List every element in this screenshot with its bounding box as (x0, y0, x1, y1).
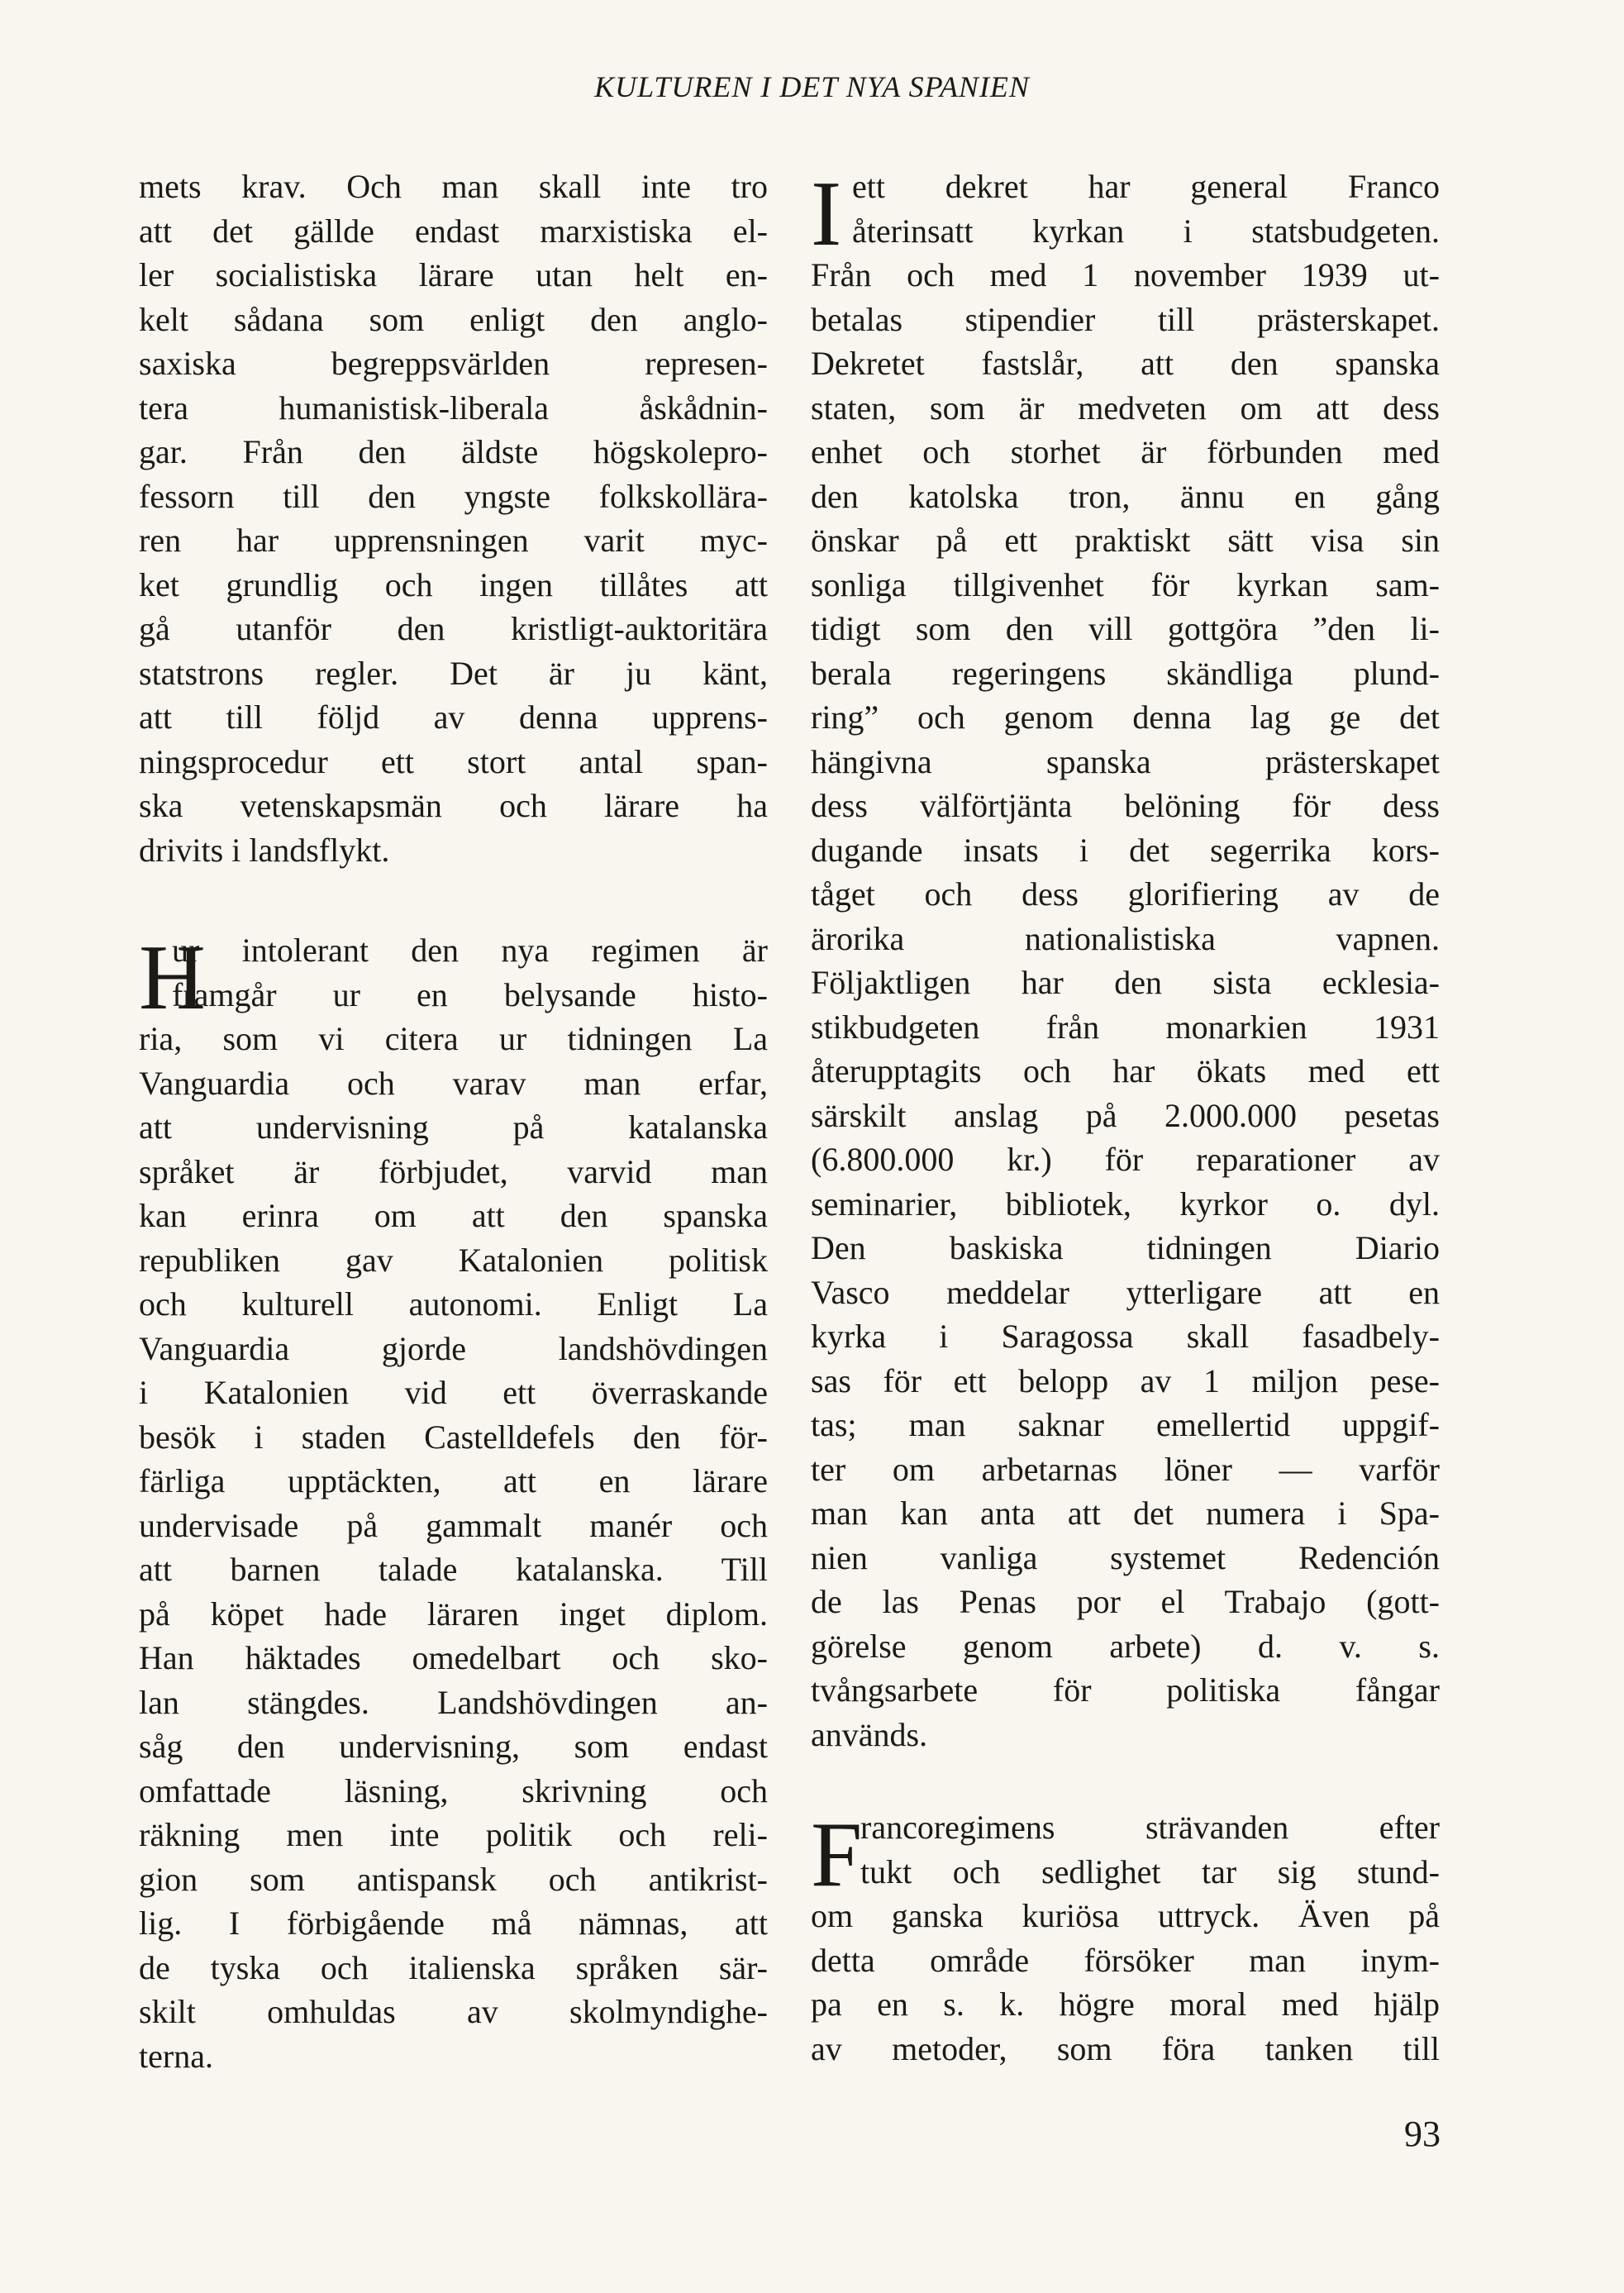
text-line: Den baskiska tidningen Diario (811, 1229, 1440, 1266)
text-line: återupptagits och har ökats med ett (811, 1052, 1440, 1089)
text-line: tas; man saknar emellertid uppgif- (811, 1406, 1440, 1443)
text-line: sas för ett belopp av 1 miljon pese- (811, 1361, 1440, 1399)
text-line: att det gällde endast marxistiska el- (139, 212, 768, 250)
text-line: om ganska kuriösa uttryck. Även på (811, 1897, 1440, 1934)
text-line: tidigt som den vill gottgöra ”den li- (811, 610, 1440, 647)
text-line: av metoder, som föra tanken till (811, 2029, 1440, 2067)
text-line: enhet och storhet är förbunden med (811, 433, 1440, 470)
text-line: att barnen talade katalanska. Till (139, 1551, 768, 1588)
text-line: Han häktades omedelbart och sko- (139, 1639, 768, 1676)
paragraph (811, 1805, 1440, 2071)
paragraph (139, 164, 768, 872)
text-line: önskar på ett praktiskt sätt visa sin (811, 522, 1440, 559)
text-line: detta område försöker man inym- (811, 1941, 1440, 1979)
text-line: kyrka i Saragossa skall fasadbely- (811, 1318, 1440, 1355)
text-line: den katolska tron, ännu en gång (811, 477, 1440, 515)
text-line: ria, som vi citera ur tidningen La (139, 1020, 768, 1057)
text-line: Vasco meddelar ytterligare att en (811, 1273, 1440, 1311)
text-line: Följaktligen har den sista ecklesia- (811, 964, 1440, 1001)
text-line: statstrons regler. Det är ju känt, (139, 654, 768, 692)
text-line: undervisade på gammalt manér och (139, 1506, 768, 1544)
text-line: att undervisning på katalanska (139, 1108, 768, 1146)
text-line: gion som antispansk och antikrist- (139, 1860, 768, 1898)
text-line: ket grundlig och ingen tillåtes att (139, 565, 768, 603)
text-line: ring” och genom denna lag ge det (811, 698, 1440, 736)
text-line: ur intolerant den nya regimen är (172, 932, 768, 969)
text-line: språket är förbjudet, varvid man (139, 1152, 768, 1190)
text-line: framgår ur en belysande histo- (172, 975, 768, 1013)
text-line: används. (811, 1715, 928, 1753)
text-line: ett dekret har general Franco (852, 168, 1440, 205)
text-line: besök i staden Castelldefels den för- (139, 1418, 768, 1456)
text-line: saxiska begreppsvärlden represen- (139, 345, 768, 382)
text-line: Dekretet fastslår, att den spanska (811, 345, 1440, 382)
text-line: republiken gav Katalonien politisk (139, 1241, 768, 1279)
text-line: tåget och dess glorifiering av de (811, 875, 1440, 913)
text-line: ren har upprensningen varit myc- (139, 522, 768, 559)
text-line: fessorn till den yngste folkskollära- (139, 477, 768, 515)
text-line: Vanguardia och varav man erfar, (139, 1064, 768, 1102)
text-line: att till följd av denna upprens- (139, 698, 768, 736)
paragraph (139, 928, 768, 2078)
text-line: ärorika nationalistiska vapnen. (811, 919, 1440, 957)
text-line: återinsatt kyrkan i statsbudgeten. (852, 212, 1440, 250)
text-line: i Katalonien vid ett överraskande (139, 1374, 768, 1411)
text-line: dugande insats i det segerrika kors- (811, 831, 1440, 869)
text-line: stikbudgeten från monarkien 1931 (811, 1008, 1440, 1046)
text-line: mets krav. Och man skall inte tro (139, 168, 768, 205)
text-line: (6.800.000 kr.) för reparationer av (811, 1141, 1440, 1178)
paragraph (811, 164, 1440, 1757)
text-line: rancoregimens strävanden efter (860, 1809, 1440, 1846)
text-line: görelse genom arbete) d. v. s. (811, 1627, 1440, 1665)
text-line: såg den undervisning, som endast (139, 1728, 768, 1765)
drop-cap: I (811, 163, 842, 265)
drop-cap: F (811, 1804, 863, 1906)
text-line: gå utanför den kristligt-auktoritära (139, 610, 768, 647)
text-line: betalas stipendier till prästerskapet. (811, 300, 1440, 338)
text-line: tvångsarbete för politiska fångar (811, 1671, 1440, 1709)
text-line: de las Penas por el Trabajo (gott- (811, 1583, 1440, 1620)
text-line: ter om arbetarnas löner — varför (811, 1450, 1440, 1488)
text-line: gar. Från den äldste högskolepro- (139, 433, 768, 470)
text-line: nien vanliga systemet Redención (811, 1538, 1440, 1576)
text-line: man kan anta att det numera i Spa- (811, 1495, 1440, 1532)
text-line: terna. (139, 2037, 213, 2075)
text-line: särskilt anslag på 2.000.000 pesetas (811, 1096, 1440, 1134)
text-line: räkning men inte politik och reli- (139, 1816, 768, 1853)
text-line: dess välförtjänta belöning för dess (811, 787, 1440, 824)
text-line: och kulturell autonomi. Enligt La (139, 1285, 768, 1323)
text-line: på köpet hade läraren inget diplom. (139, 1595, 768, 1633)
text-line: de tyska och italienska språken sär- (139, 1948, 768, 1986)
text-line: drivits i landsflykt. (139, 831, 390, 869)
text-line: Vanguardia gjorde landshövdingen (139, 1329, 768, 1367)
page-number: 93 (1404, 2114, 1441, 2154)
text-line: ler socialistiska lärare utan helt en- (139, 256, 768, 293)
text-line: ningsprocedur ett stort antal span- (139, 742, 768, 780)
text-line: seminarier, bibliotek, kyrkor o. dyl. (811, 1185, 1440, 1223)
text-line: lan stängdes. Landshövdingen an- (139, 1683, 768, 1721)
text-line: kelt sådana som enligt den anglo- (139, 300, 768, 338)
text-line: pa en s. k. högre moral med hjälp (811, 1986, 1440, 2023)
text-line: lig. I förbigående må nämnas, att (139, 1904, 768, 1942)
text-line: ska vetenskapsmän och lärare ha (139, 787, 768, 824)
running-header: KULTUREN I DET NYA SPANIEN (594, 70, 1030, 103)
text-line: berala regeringens skändliga plund- (811, 654, 1440, 692)
text-line: omfattade läsning, skrivning och (139, 1771, 768, 1809)
text-line: skilt omhuldas av skolmyndighe- (139, 1993, 768, 2030)
text-line: staten, som är medveten om att dess (811, 389, 1440, 427)
drop-cap: H (139, 927, 206, 1029)
text-line: tera humanistisk-liberala åskådnin- (139, 389, 768, 427)
text-line: Från och med 1 november 1939 ut- (811, 256, 1440, 293)
text-line: tukt och sedlighet tar sig stund- (860, 1852, 1440, 1890)
text-line: färliga upptäckten, att en lärare (139, 1462, 768, 1499)
text-line: sonliga tillgivenhet för kyrkan sam- (811, 565, 1440, 603)
text-line: kan erinra om att den spanska (139, 1197, 768, 1234)
text-line: hängivna spanska prästerskapet (811, 742, 1440, 780)
